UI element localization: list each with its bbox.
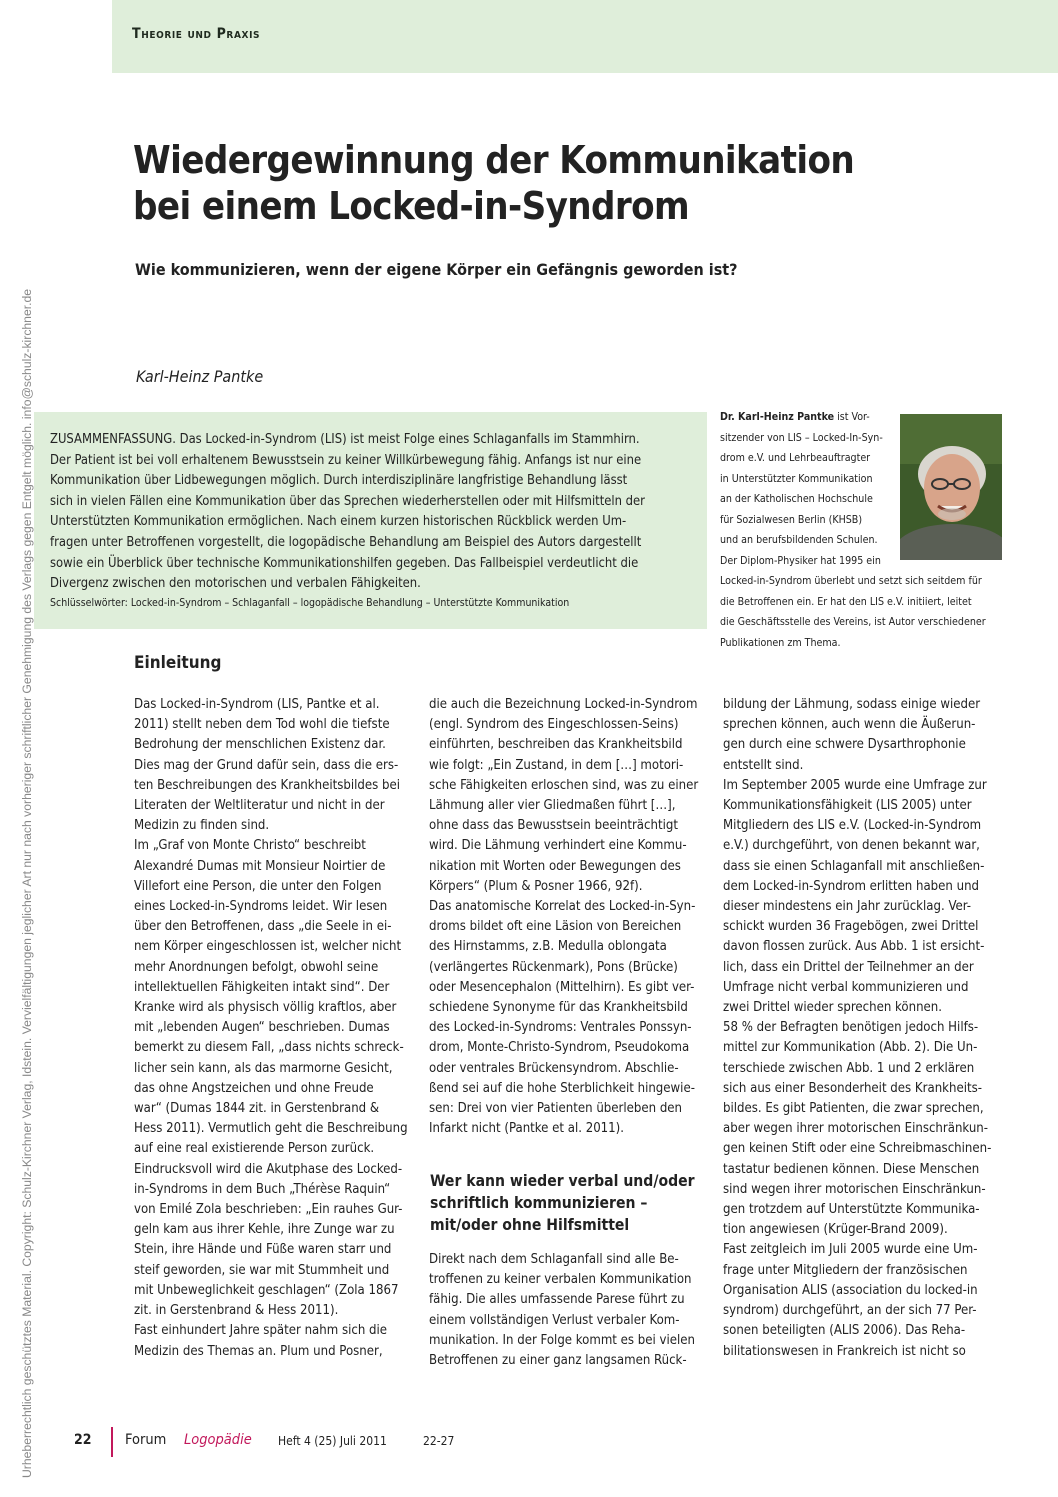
body-text-line: dem Locked-in-Syndrom erlitten haben und	[723, 878, 980, 894]
abstract-line: fragen unter Betroffenen vorgestellt, die logopädische Behandlung am Beispiel des Autors dargestellt	[50, 534, 642, 550]
body-text-line: bildung der Lähmung, sodass einige wieder	[723, 697, 981, 712]
body-text-line: syndrom) durchgeführt, an der sich 77 Per-	[723, 1303, 977, 1319]
section-heading-einleitung: Einleitung	[134, 653, 222, 673]
body-text-line: licher sein kann, als das marmorne Gesicht,	[134, 1060, 393, 1076]
body-text-line: tastatur bedienen können. Diese Menschen	[723, 1161, 980, 1177]
body-text-line: (verlängertes Rückenmark), Pons (Brücke)	[429, 959, 678, 975]
body-text-line: gen keinen Stift oder eine Schreibmaschinen-	[723, 1141, 992, 1157]
body-text-line: einem vollständigen Verlust verbaler Kom-	[429, 1312, 680, 1328]
body-text-line: Im September 2005 wurde eine Umfrage zur	[723, 777, 987, 793]
body-text-line: bemerkt zu diesem Fall, „dass nichts schreck-	[134, 1040, 404, 1056]
body-text-line: nem Körper eingeschlossen ist, welcher nicht	[134, 939, 402, 955]
body-text-line: sind wegen ihrer motorischen Einschränkun-	[723, 1181, 986, 1197]
body-text-line: Fast zeitgleich im Juli 2005 wurde eine Um-	[723, 1242, 978, 1258]
author-portrait-icon	[900, 414, 1002, 560]
body-text-line: terschiede zwischen Abb. 1 und 2 erklären	[723, 1060, 975, 1076]
body-text-line: Körpers“ (Plum & Posner 1966, 92f).	[429, 878, 643, 894]
bio-line: in Unterstützter Kommunikation	[720, 472, 873, 485]
body-text-line: frage unter Mitgliedern der französischen	[723, 1262, 968, 1278]
body-text-line: über den Betroffenen, dass „die Seele in ei-	[134, 919, 392, 935]
body-text-line: Medizin zu finden sind.	[134, 818, 270, 834]
body-text-line: war“ (Dumas 1844 zit. in Gerstenbrand &	[134, 1101, 380, 1117]
body-text-line: oder ventrales Brückensyndrom. Abschlie-	[429, 1060, 679, 1076]
body-text-line: einführten, beschreiben das Krankheitsbild	[429, 737, 683, 753]
body-text-line: intellektuellen Fähigkeiten intakt sind“. Der	[134, 979, 390, 995]
body-text-line: zit. in Gerstenbrand & Hess 2011).	[134, 1303, 339, 1319]
body-text-line: troffenen zu keiner verbalen Kommunikation	[429, 1272, 692, 1288]
body-text-line: Organisation ALIS (association du locked-in	[723, 1282, 978, 1298]
body-text-line: Villefort eine Person, die unter den Folgen	[134, 878, 382, 894]
body-text-line: des Locked-in-Syndroms: Ventrales Ponssyn-	[429, 1020, 692, 1036]
body-text-line: Kommunikationsfähigkeit (LIS 2005) unter	[723, 798, 972, 814]
bio-line: und an berufsbildenden Schulen.	[720, 534, 878, 546]
body-text-line: nikation mit Worten oder Bewegungen des	[429, 858, 681, 874]
body-text-line: Bedrohung der menschlichen Existenz dar.	[134, 737, 386, 753]
heading-line: schriftlich kommunizieren –	[430, 1194, 648, 1212]
section-heading-verbal	[430, 1170, 720, 1236]
body-text-line: sonen beteiligten (ALIS 2006). Das Reha-	[723, 1323, 966, 1339]
bio-line: sitzender von LIS – Locked-In-Syn-	[720, 431, 883, 444]
body-text-line: wird. Die Lähmung verhindert eine Kommu-	[429, 838, 687, 854]
body-text-line: gen durch eine schwere Dysarthrophonie	[723, 737, 966, 753]
keywords: Schlüsselwörter: Locked-in-Syndrom – Schlaganfall – logopädische Behandlung – Unterstützte Kommunikation	[50, 597, 570, 609]
body-text-line: Im „Graf von Monte Christo“ beschreibt	[134, 838, 366, 854]
body-text-line: Direkt nach dem Schlaganfall sind alle Be-	[429, 1252, 679, 1267]
body-text-line: dieser mindestens ein Jahr zurücklag. Ver-	[723, 899, 971, 915]
bio-line: Der Diplom-Physiker hat 1995 ein	[720, 554, 881, 567]
body-text-line: schiedene Synonyme für das Krankheitsbild	[429, 1000, 688, 1016]
body-text-line: eines Locked-in-Syndroms leidet. Wir lesen	[134, 899, 388, 915]
body-text-line: oder Mesencephalon (Mittelhirn). Es gibt ver-	[429, 979, 695, 995]
title-line: bei einem Locked-in-Syndrom	[133, 184, 690, 228]
body-text-line: Alexandré Dumas mit Monsieur Noirtier de	[134, 858, 386, 874]
text-column-3	[723, 695, 998, 1362]
article-title	[133, 137, 893, 229]
body-text-line: Fast einhundert Jahre später nahm sich die	[134, 1323, 388, 1339]
bio-line: die Geschäftsstelle des Vereins, ist Autor verschiedener	[720, 616, 986, 628]
body-text-line: zwei Drittel wieder sprechen können.	[723, 1000, 943, 1016]
page-range: 22-27	[423, 1434, 455, 1448]
heading-line: Wer kann wieder verbal und/oder	[430, 1172, 695, 1190]
body-text-line: mittel zur Kommunikation (Abb. 2). Die Un-	[723, 1040, 978, 1056]
body-text-line: drom, Monte-Christo-Syndrom, Pseudokoma	[429, 1040, 690, 1056]
body-text-line: Betroffenen zu einer ganz langsamen Rück-	[429, 1353, 687, 1369]
body-text-line: Literaten der Weltliteratur und nicht in der	[134, 798, 385, 814]
abstract-line: Divergenz zwischen den motorischen und verbalen Fähigkeiten.	[50, 576, 421, 592]
text-column-2	[429, 695, 704, 1139]
bio-line: Publikationen zm Thema.	[720, 636, 841, 649]
body-text-line: Stein, ihre Hände und Füße waren starr und	[134, 1242, 392, 1258]
body-text-line: davon flossen zurück. Aus Abb. 1 ist ersicht-	[723, 939, 985, 955]
body-text-line: ßend sei auf die hohe Sterblichkeit hingewie-	[429, 1080, 695, 1096]
body-text-line: des Hirnstamms, z.B. Medulla oblongata	[429, 939, 667, 955]
bio-line: an der Katholischen Hochschule	[720, 493, 873, 505]
body-text-line: Dies mag der Grund dafür sein, dass die ers-	[134, 757, 399, 773]
title-line: Wiedergewinnung der Kommunikation	[133, 138, 855, 182]
bio-line: Locked-in-Syndrom überlebt und setzt sich seitdem für	[720, 575, 982, 587]
body-text-line: gen trotzdem auf Unterstützte Kommunika-	[723, 1202, 980, 1218]
body-text-line: fähig. Die alles umfassende Parese führt zu	[429, 1292, 685, 1308]
abstract-line: sich in vielen Fällen eine Kommunikation über das Sprechen wiederherstellen oder mit Hilfsmitteln der	[50, 493, 645, 509]
body-text-line: ohne dass das Bewusstsein beeinträchtigt	[429, 818, 678, 834]
body-text-line: mit Unbeweglichkeit geschlagen“ (Zola 1867	[134, 1282, 399, 1298]
copyright-notice: Urheberrechtlich geschütztes Material. Copyright: Schulz-Kirchner Verlag, Idstein. Vervielfältigungen jeglicher Art nur nach vorheriger schriftlicher Genehmigung des Verlags gegen Entgelt möglich. info@schulz-kirchner.de	[20, 288, 34, 1478]
body-text-line: 58 % der Befragten benötigen jedoch Hilfs-	[723, 1020, 979, 1036]
body-text-line: in-Syndroms in dem Buch „Thérèse Raquin“	[134, 1181, 391, 1197]
journal-logo: Logopädie	[184, 1432, 252, 1448]
body-text-line: lich, dass ein Drittel der Teilnehmer an der	[723, 959, 974, 975]
bio-line	[720, 407, 900, 428]
issue-info: Heft 4 (25) Juli 2011	[278, 1434, 387, 1448]
author-bio	[720, 407, 986, 653]
bio-line: drom e.V. und Lehrbeauftragter	[720, 452, 871, 464]
body-text-line: Umfrage nicht verbal kommunizieren und	[723, 979, 969, 995]
body-text-line: Eindrucksvoll wird die Akutphase des Locked-	[134, 1161, 403, 1177]
article-subtitle: Wie kommunizieren, wenn der eigene Körper ein Gefängnis geworden ist?	[135, 260, 738, 279]
abstract-line: Unterstützten Kommunikation ermöglichen. Nach einem kurzen historischen Rückblick werden Um-	[50, 514, 627, 530]
body-text-line: Infarkt nicht (Pantke et al. 2011).	[429, 1121, 625, 1137]
body-text-line: tion angewiesen (Krüger-Brand 2009).	[723, 1222, 948, 1238]
body-text-line: auf eine real existierende Person zurück.	[134, 1141, 375, 1157]
body-text-line: die auch die Bezeichnung Locked-in-Syndrom	[429, 697, 698, 712]
abstract-line: Der Patient ist bei voll erhaltenem Bewusstsein zu keiner Willkürbewegung fähig. Anfangs ist nur eine	[50, 452, 642, 468]
body-text-line: das ohne Angstzeichen und ohne Freude	[134, 1080, 374, 1096]
body-text-line: aber wegen ihrer motorischen Einschränkun-	[723, 1121, 989, 1137]
body-text-line: wie folgt: „Ein Zustand, in dem […] motori-	[429, 757, 684, 773]
abstract-line: ZUSAMMENFASSUNG. Das Locked-in-Syndrom (LIS) ist meist Folge eines Schlaganfalls im Stammhirn.	[50, 432, 640, 447]
section-header-bar	[112, 0, 1058, 73]
body-text-line: bilitationswesen in Frankreich ist nicht so	[723, 1343, 966, 1359]
body-text-line: sche Fähigkeiten erloschen sind, was zu einer	[429, 777, 699, 793]
body-text-line: 2011) stellt neben dem Tod wohl die tiefste	[134, 717, 390, 733]
body-text-line: e.V.) durchgeführt, von denen bekannt war,	[723, 838, 980, 854]
body-text-line: steif geworden, sie war mit Stummheit und	[134, 1262, 390, 1278]
bio-line: die Betroffenen ein. Er hat den LIS e.V. initiiert, leitet	[720, 595, 972, 608]
body-text-line: Kranke wird als physisch völlig kraftlos, aber	[134, 1000, 397, 1016]
body-text-line: sen: Drei von vier Patienten überleben den	[429, 1101, 683, 1117]
abstract-line: sowie ein Überblick über technische Kommunikationshilfen gegeben. Das Fallbeispiel verdeutlicht die	[50, 555, 639, 571]
text-column-2b	[429, 1250, 704, 1371]
body-text-line: Lähmung aller vier Gliedmaßen führt […],	[429, 798, 676, 814]
heading-line: mit/oder ohne Hilfsmittel	[430, 1216, 630, 1234]
body-text-line: schickt wurden 36 Fragebögen, zwei Drittel	[723, 919, 979, 935]
section-label: Theorie und Praxis	[132, 26, 261, 42]
page-number: 22	[74, 1432, 92, 1448]
body-text-line: droms bildet oft eine Läsion von Bereichen	[429, 919, 682, 935]
body-text-line: mehr Anordnungen befolgt, obwohl seine	[134, 959, 379, 975]
body-text-line: entstellt sind.	[723, 757, 804, 773]
body-text-line: Das Locked-in-Syndrom (LIS, Pantke et al.	[134, 697, 380, 712]
body-text-line: Hess 2011). Vermutlich geht die Beschreibung	[134, 1121, 408, 1137]
body-text-line: bildes. Es gibt Patienten, die zwar sprechen,	[723, 1101, 984, 1117]
article-author: Karl-Heinz Pantke	[136, 367, 264, 386]
body-text-line: munikation. In der Folge kommt es bei vielen	[429, 1332, 696, 1348]
body-text-line: ten Beschreibungen des Krankheitsbildes bei	[134, 777, 400, 793]
body-text-line: Das anatomische Korrelat des Locked-in-Syn-	[429, 899, 696, 915]
bio-author-name: Dr. Karl-Heinz Pantke	[720, 411, 835, 423]
body-text-line: sprechen können, auch wenn die Äußerun-	[723, 717, 976, 733]
body-text-line: sich aus einer Besonderheit des Krankheits-	[723, 1080, 982, 1096]
journal-name: Forum	[125, 1432, 167, 1448]
body-text-line: Mitgliedern des LIS e.V. (Locked-in-Syndrom	[723, 818, 982, 834]
body-text-line: geln kam aus ihrer Kehle, ihre Zunge war zu	[134, 1222, 395, 1238]
body-text-line: Medizin des Themas an. Plum und Posner,	[134, 1343, 383, 1359]
abstract-text	[50, 430, 690, 595]
bio-line-rest: ist Vor-	[834, 411, 870, 423]
author-photo	[900, 414, 1002, 560]
abstract-line: Kommunikation über Lidbewegungen möglich. Durch interdisziplinäre langfristige Behandlung lässt	[50, 473, 628, 489]
bio-line: für Sozialwesen Berlin (KHSB)	[720, 513, 863, 526]
text-column-1	[134, 695, 409, 1362]
body-text-line: mit „lebenden Augen“ beschrieben. Dumas	[134, 1020, 390, 1036]
body-text-line: dass sie einen Schlaganfall mit anschließen-	[723, 858, 985, 874]
body-text-line: (engl. Syndrom des Eingeschlossen-Seins)	[429, 717, 679, 733]
body-text-line: von Emilé Zola beschrieben: „Ein rauhes Gur-	[134, 1202, 403, 1218]
footer-divider	[111, 1427, 113, 1457]
